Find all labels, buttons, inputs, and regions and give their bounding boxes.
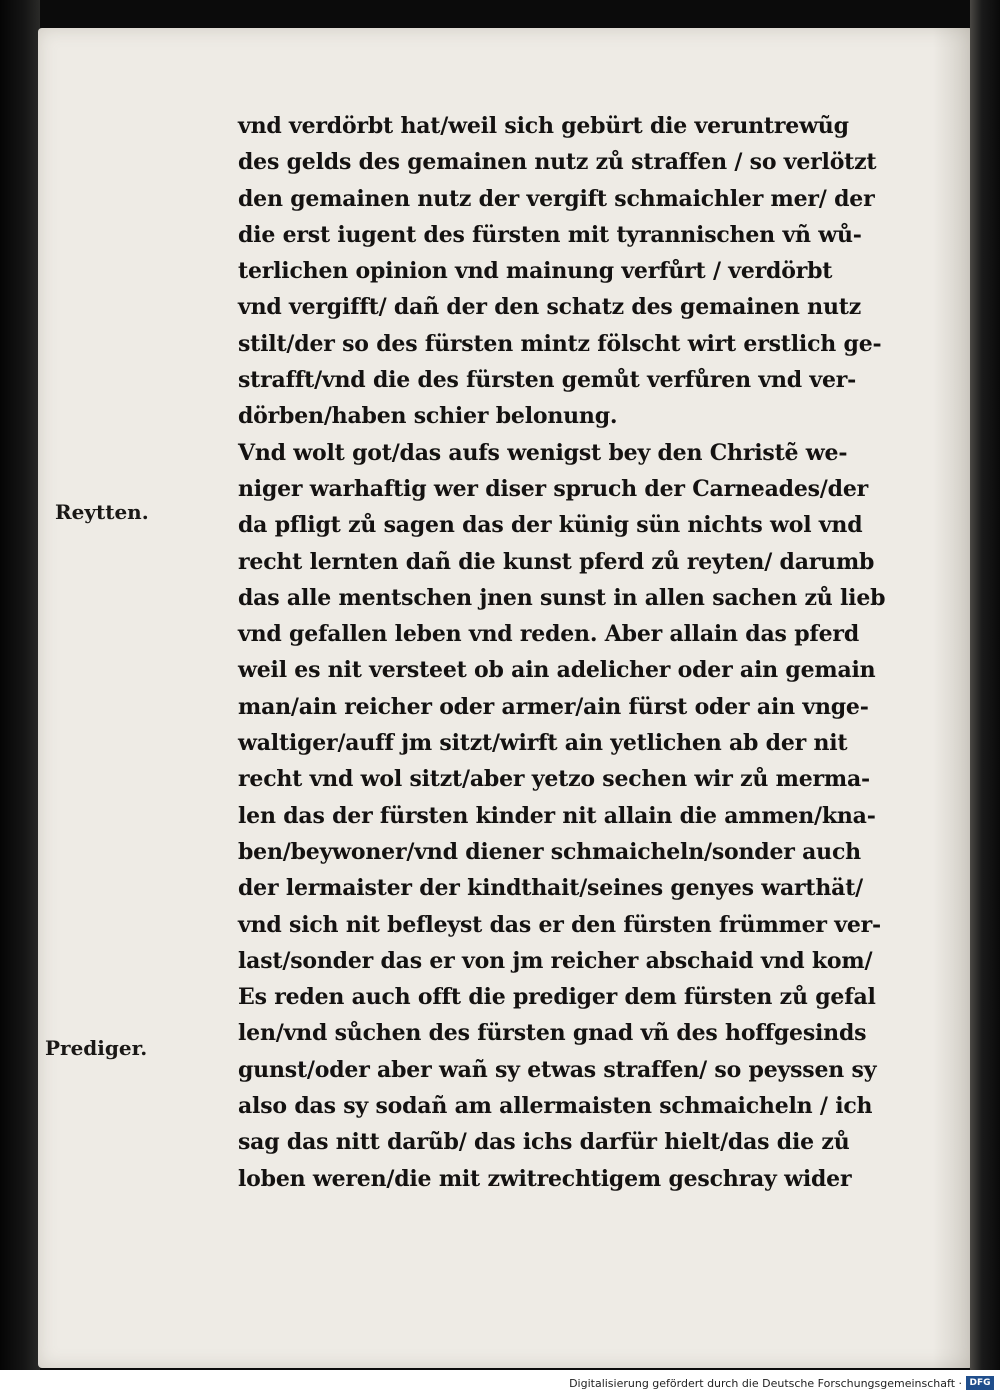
- text-line: vnd vergifft/ dañ der den schatz des gemainen nutz: [238, 294, 862, 321]
- text-line: also das sy sodañ am allermaisten schmaicheln / ich: [238, 1093, 873, 1120]
- book-edge-right: [970, 0, 1000, 1370]
- text-line: last/sonder das er von jm reicher abschaid vnd kom/: [238, 947, 873, 974]
- text-line: da pfligt zů sagen das der künig sün nichts wol vnd: [238, 512, 863, 539]
- text-line: len das der fürsten kinder nit allain die ammen/kna-: [238, 802, 876, 829]
- page-shadow: [933, 28, 973, 1368]
- text-line: Es reden auch offt die prediger dem fürsten zů gefal: [238, 984, 876, 1011]
- text-line: den gemainen nutz der vergift schmaichler mer/ der: [238, 185, 875, 212]
- text-line: die erst iugent des fürsten mit tyrannischen vñ wů-: [238, 221, 862, 248]
- book-gutter-left: [0, 0, 40, 1397]
- text-line: niger warhaftig wer diser spruch der Carneades/der: [238, 475, 869, 502]
- text-line: ben/beywoner/vnd diener schmaicheln/sonder auch: [238, 838, 861, 865]
- text-line: dörben/haben schier belonung.: [238, 403, 618, 430]
- text-line: stilt/der so des fürsten mintz fölscht wirt erstlich ge-: [238, 330, 882, 357]
- main-text-block: [238, 108, 938, 1197]
- text-line: das alle mentschen jnen sunst in allen sachen zů lieb: [238, 584, 886, 611]
- text-line: len/vnd sůchen des fürsten gnad vñ des hoffgesinds: [238, 1020, 867, 1047]
- text-line: gunst/oder aber wañ sy etwas straffen/ so peyssen sy: [238, 1056, 877, 1083]
- text-line: recht vnd wol sitzt/aber yetzo sechen wir zů merma-: [238, 766, 870, 793]
- digitization-credit: Digitalisierung gefördert durch die Deutsche Forschungsgemeinschaft ·: [569, 1377, 962, 1390]
- text-line: strafft/vnd die des fürsten gemůt verfůren vnd ver-: [238, 367, 857, 394]
- text-line: loben weren/die mit zwitrechtigem geschray wider: [238, 1165, 852, 1192]
- text-line: vnd sich nit befleyst das er den fürsten frümmer ver-: [238, 911, 881, 938]
- text-line: sag das nitt darũb/ das ichs darfür hielt/das die zů: [238, 1129, 850, 1156]
- footer-bar: [0, 1370, 1000, 1397]
- text-line: waltiger/auff jm sitzt/wirft ain yetlichen ab der nit: [238, 730, 848, 757]
- text-line: Vnd wolt got/das aufs wenigst bey den Christẽ we-: [238, 439, 848, 466]
- text-line: des gelds des gemainen nutz zů straffen / so verlötzt: [238, 149, 877, 176]
- text-line: vnd verdörbt hat/weil sich gebürt die veruntrewũg: [238, 113, 849, 139]
- text-line: man/ain reicher oder armer/ain fürst oder ain vnge-: [238, 693, 869, 720]
- text-line: terlichen opinion vnd mainung verfůrt / verdörbt: [238, 258, 833, 285]
- margin-note-reytten: Reytten.: [55, 500, 149, 524]
- margin-note-prediger: Prediger.: [45, 1036, 148, 1060]
- text-line: vnd gefallen leben vnd reden. Aber allain das pferd: [238, 621, 860, 648]
- dfg-logo: DFG: [966, 1376, 994, 1390]
- text-line: der lermaister der kindthait/seines genyes warthät/: [238, 875, 864, 902]
- text-line: recht lernten dañ die kunst pferd zů reyten/ darumb: [238, 548, 875, 575]
- text-line: weil es nit versteet ob ain adelicher oder ain gemain: [238, 657, 876, 684]
